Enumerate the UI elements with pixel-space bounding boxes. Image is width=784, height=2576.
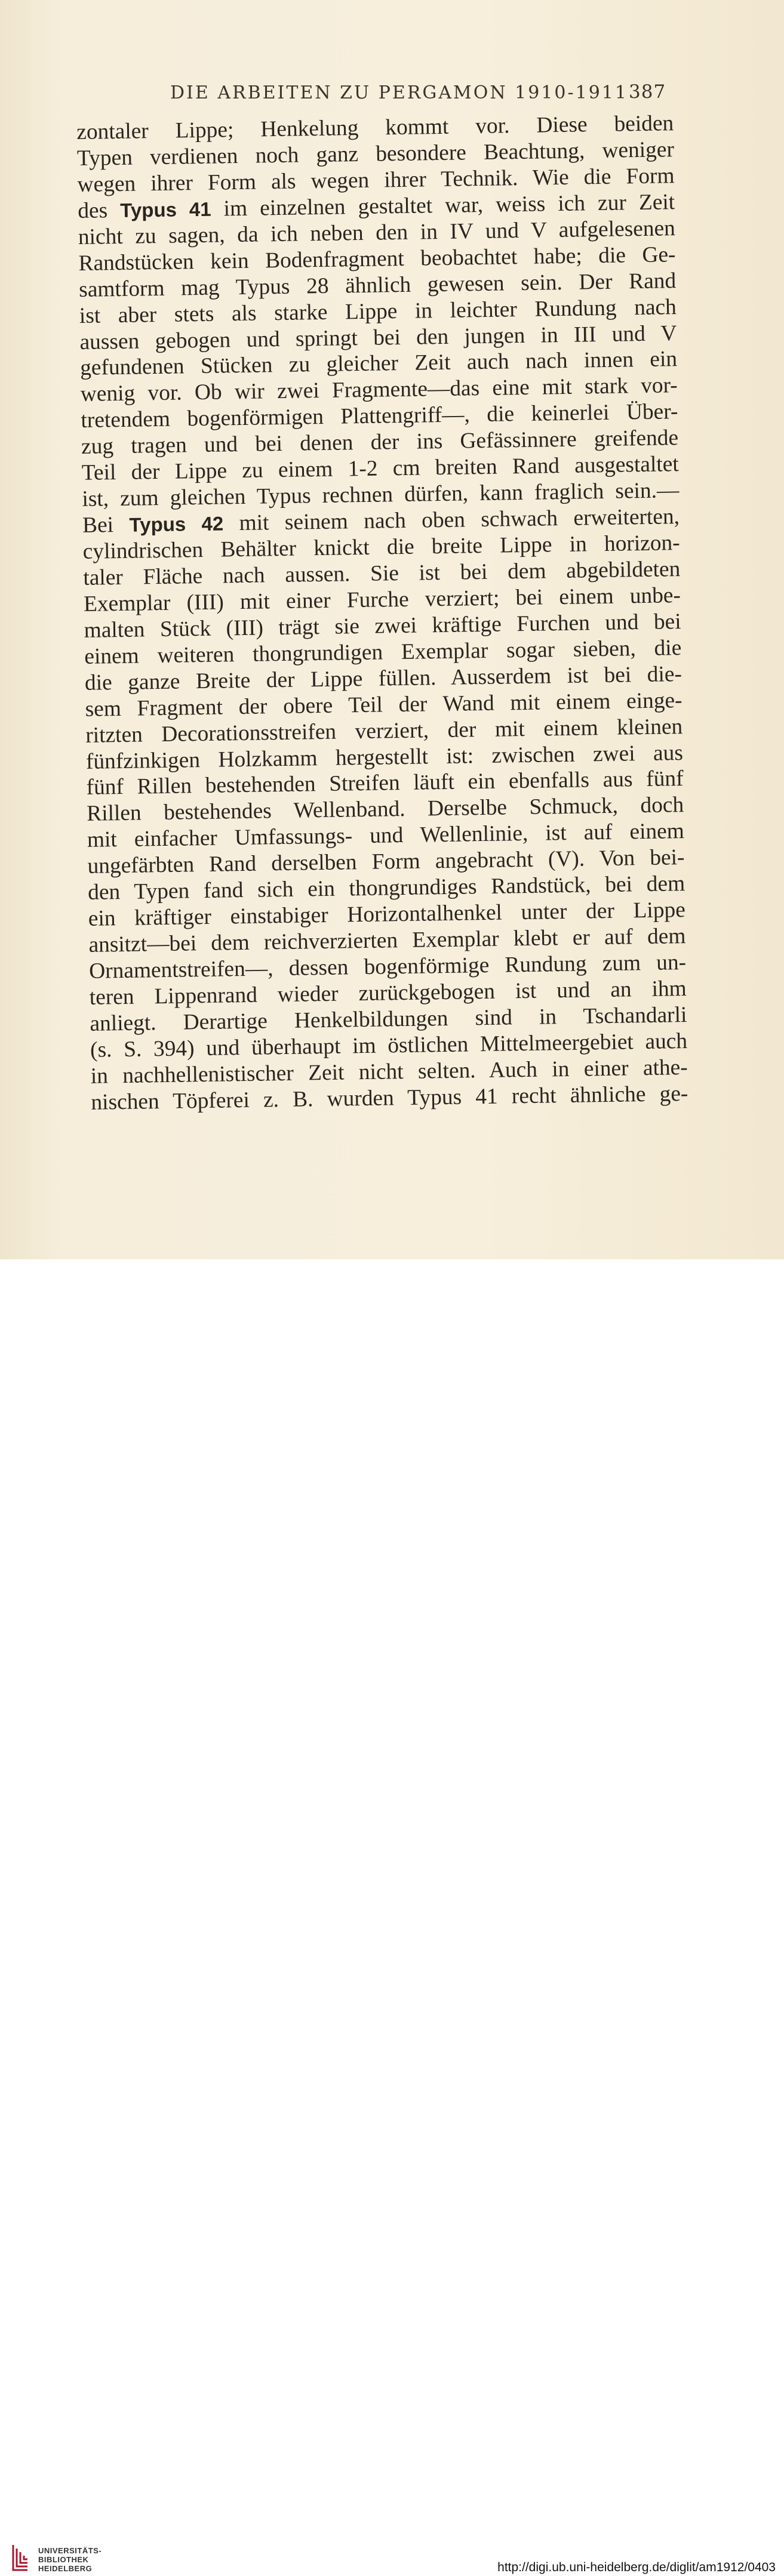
text-line: anliegt. Derartige Henkelbildungen sind in Tschandarli xyxy=(90,1002,687,1036)
text-line: wenig vor. Ob wir zwei Fragmente—das eine mit stark vor- xyxy=(80,373,678,407)
text-line: mit einfacher Umfassungs- und Wellenlinie, ist auf einem xyxy=(87,819,685,853)
text-line: fünfzinkigen Holzkamm hergestellt ist: zwischen zwei aus xyxy=(85,740,684,774)
text-line: samtform mag Typus 28 ähnlich gewesen sein. Der Rand xyxy=(78,268,677,302)
text-line: nischen Töpferei z. B. wurden Typus 41 recht ähnliche ge- xyxy=(91,1081,688,1115)
text-line: Rillen bestehendes Wellenband. Derselbe Schmuck, doch xyxy=(86,793,684,827)
text-line: gefundenen Stücken zu gleicher Zeit auch nach innen ein xyxy=(79,347,678,381)
text-line: aussen gebogen und springt bei den jungen in III und V xyxy=(79,321,677,355)
text-line: teren Lippenrand wieder zurückgebogen ist und an ihm xyxy=(89,976,687,1010)
text-line: einem weiteren thongrundigen Exemplar sogar sieben, die xyxy=(84,635,682,669)
logo-line-2: BIBLIOTHEK xyxy=(38,2555,89,2564)
library-logo-icon xyxy=(8,2543,32,2576)
library-logo-text xyxy=(38,2546,102,2573)
text-run: des xyxy=(77,198,121,223)
body-text xyxy=(76,110,688,1116)
paper-sheet xyxy=(0,0,784,1259)
text-run: im einzelnen gestaltet war, weiss ich zur Zeit xyxy=(211,189,675,221)
library-logo[interactable] xyxy=(8,2543,102,2576)
text-line: ist, zum gleichen Typus rechnen dürfen, kann fraglich sein.— xyxy=(82,478,680,512)
page-number: 387 xyxy=(629,81,666,103)
logo-line-3: HEIDELBERG xyxy=(38,2563,93,2573)
text-line: ein kräftiger einstabiger Horizontalhenkel unter der Lippe xyxy=(88,898,686,931)
text-line: cylindrischen Behälter knickt die breite Lippe in horizon- xyxy=(82,531,680,564)
text-line: ansitzt—bei dem reichverzierten Exemplar klebt er auf dem xyxy=(88,924,686,957)
text-line: (s. S. 394) und überhaupt im östlichen Mittelmeergebiet auch xyxy=(90,1028,688,1062)
running-title: DIE ARBEITEN ZU PERGAMON 1910-1911 xyxy=(170,82,628,103)
text-line: Teil der Lippe zu einem 1-2 cm breiten Rand ausgestaltet xyxy=(81,452,679,486)
text-line: nicht zu sagen, da ich neben den in IV und V aufgelesenen xyxy=(78,215,676,249)
text-line: Randstücken kein Bodenfragment beobachtet habe; die Ge- xyxy=(78,242,676,276)
text-line: tretendem bogenförmigen Plattengriff—, die keinerlei Über- xyxy=(81,399,678,433)
text-run: Bei xyxy=(82,512,130,538)
text-line: ritzten Decorationsstreifen verziert, der mit einem kleinen xyxy=(85,714,683,748)
text-line: ist aber stets als starke Lippe in leichter Rundung nach xyxy=(79,294,677,328)
permalink-url[interactable]: http://digi.ub.uni-heidelberg.de/diglit/am1912/0403 xyxy=(497,2560,776,2574)
text-line: sem Fragment der obere Teil der Wand mit einem einge- xyxy=(85,688,682,722)
text-line: malten Stück (III) trägt sie zwei kräftige Furchen und bei xyxy=(84,609,681,643)
footer xyxy=(0,1259,784,2574)
text-line: in nachhellenistischer Zeit nicht selten. Auch in einer athe- xyxy=(90,1055,688,1089)
text-line: fünf Rillen bestehenden Streifen läuft ein ebenfalls aus fünf xyxy=(86,766,684,800)
text-line: Exemplar (III) mit einer Furche verziert; bei einem unbe- xyxy=(83,583,681,617)
text-line: Ornamentstreifen—, dessen bogenförmige Rundung zum un- xyxy=(88,950,687,984)
text-line: Typen verdienen noch ganz besondere Beachtung, weniger xyxy=(76,137,675,171)
text-line: ungefärbten Rand derselben Form angebracht (V). Von bei- xyxy=(87,845,685,879)
text-line: zontaler Lippe; Henkelung kommt vor. Diese beiden xyxy=(76,111,674,144)
logo-line-1: UNIVERSITÄTS- xyxy=(38,2546,102,2555)
text-run: mit seinem nach oben schwach erweiterten, xyxy=(223,504,680,536)
type-label: Typus 42 xyxy=(129,512,224,536)
text-line: den Typen fand sich ein thongrundiges Randstück, bei dem xyxy=(87,871,685,905)
type-label: Typus 41 xyxy=(119,198,211,221)
text-line: die ganze Breite der Lippe füllen. Ausserdem ist bei die- xyxy=(84,661,682,695)
text-line: zug tragen und bei denen der ins Gefässinnere greifende xyxy=(81,426,679,460)
text-line: taler Fläche nach aussen. Sie ist bei dem abgebildeten xyxy=(83,557,681,590)
text-line: wegen ihrer Form als wegen ihrer Technik. Wie die Form xyxy=(77,164,675,197)
